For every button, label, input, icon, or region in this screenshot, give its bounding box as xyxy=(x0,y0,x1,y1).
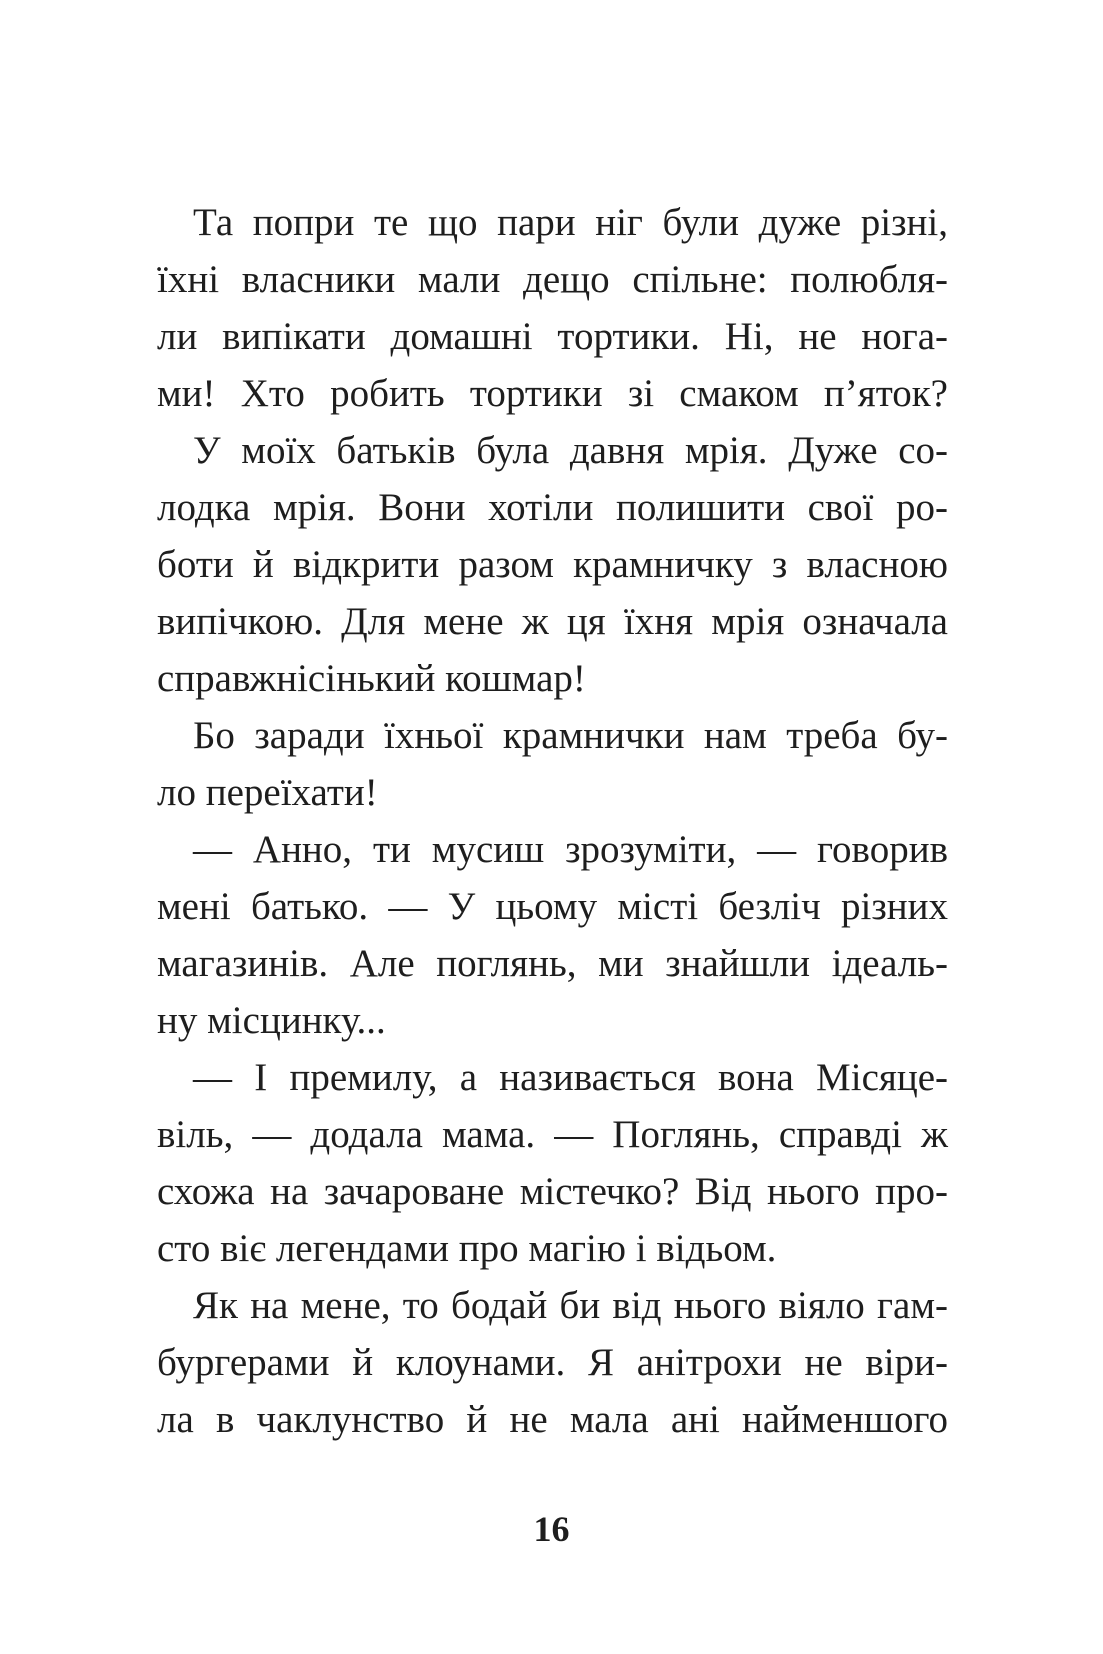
text-line: ла в чаклунство й не мала ані найменшого xyxy=(157,1398,948,1441)
text-line: мені батько. — У цьому місті безліч різних xyxy=(157,885,948,928)
text-line: У моїх батьків була давня мрія. Дуже со- xyxy=(193,429,948,472)
text-line: — І премилу, а називається вона Місяце- xyxy=(193,1056,948,1099)
text-line: магазинів. Але поглянь, ми знайшли ідеаль- xyxy=(157,942,948,985)
text-line: Та попри те що пари ніг були дуже різні, xyxy=(193,201,948,244)
text-line: боти й відкрити разом крамничку з власною xyxy=(157,543,948,586)
text-line: справжнісінький кошмар! xyxy=(157,657,586,700)
text-line: Як на мене, то бодай би від нього віяло гам- xyxy=(193,1284,948,1327)
text-line: їхні власники мали дещо спільне: полюбля- xyxy=(157,258,948,301)
page-number: 16 xyxy=(533,1509,570,1549)
text-line: сто віє легендами про магію і відьом. xyxy=(157,1227,777,1270)
text-line: ми! Хто робить тортики зі смаком п’яток? xyxy=(157,372,948,415)
text-line: ло переїхати! xyxy=(157,771,378,814)
text-line: Бо заради їхньої крамнички нам треба бу- xyxy=(193,714,948,757)
text-line: ли випікати домашні тортики. Ні, не нога- xyxy=(157,315,948,358)
text-line: ну місцинку... xyxy=(157,999,386,1042)
text-line: віль, — додала мама. — Поглянь, справді ж xyxy=(157,1113,948,1156)
body-text xyxy=(157,194,948,1448)
text-line: випічкою. Для мене ж ця їхня мрія означала xyxy=(157,600,948,643)
text-line: бургерами й клоунами. Я анітрохи не віри- xyxy=(157,1341,948,1384)
text-line: — Анно, ти мусиш зрозуміти, — говорив xyxy=(193,828,948,871)
text-line: лодка мрія. Вони хотіли полишити свої ро- xyxy=(157,486,948,529)
text-line: схожа на зачароване містечко? Від нього про- xyxy=(157,1170,948,1213)
